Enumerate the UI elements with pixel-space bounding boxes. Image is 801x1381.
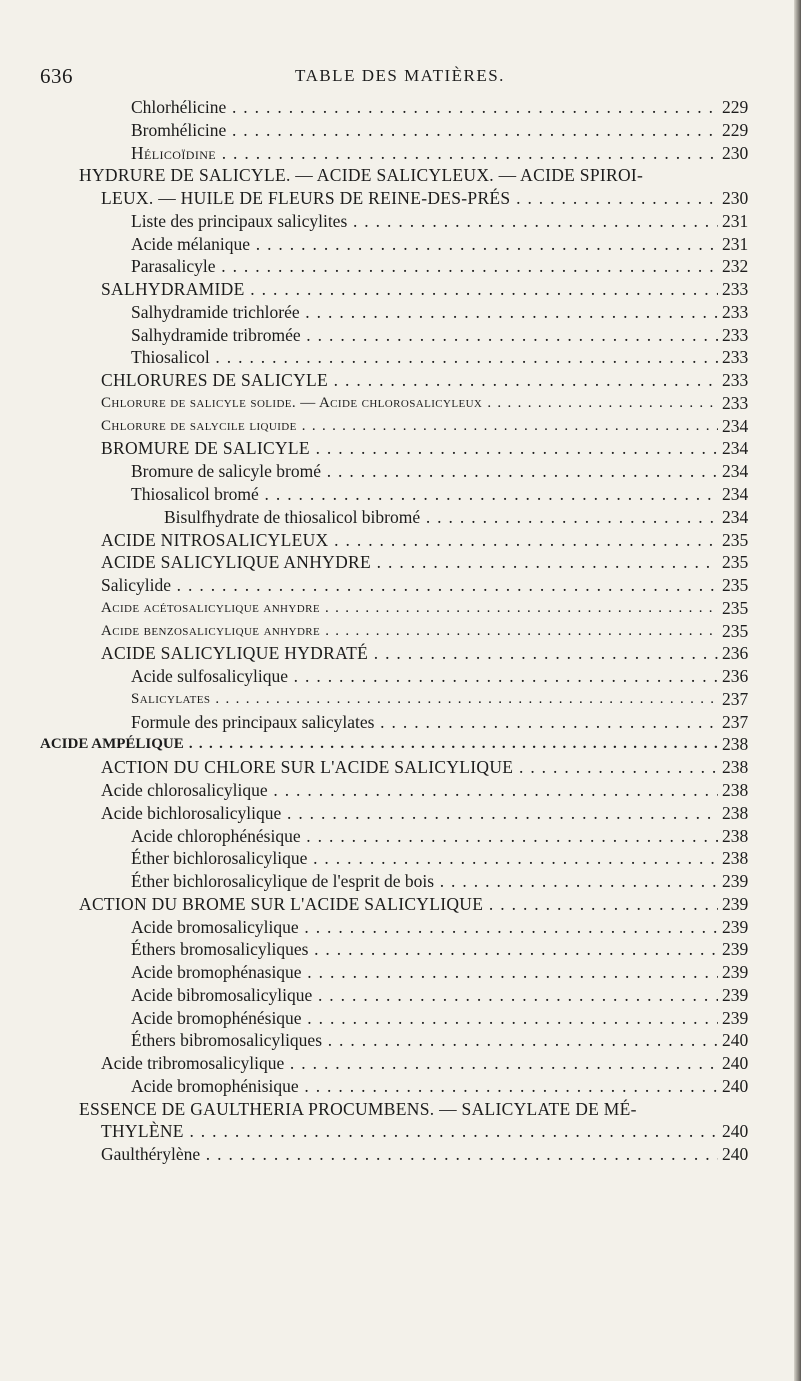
toc-entry-title: Gaulthérylène . . .: [101, 1143, 718, 1166]
toc-entry-page: 235: [718, 574, 766, 597]
toc-entry-page: 236: [718, 665, 766, 688]
toc-entry-title: Acide chlorophénésique . . .: [131, 825, 718, 848]
toc-entry-title: Formule des principaux salicylates . . .: [131, 711, 718, 734]
toc-entry-page: 231: [718, 233, 766, 256]
toc-entry-title: HYDRURE DE SALICYLE. — ACIDE SALICYLEUX. — ACIDE SPIROI-: [79, 165, 644, 186]
page-header: [40, 64, 760, 88]
toc-entry-page: 240: [718, 1052, 766, 1075]
toc-entry: [0, 506, 801, 529]
toc-entry-title: Chlorure de salycile liquide . . .: [101, 415, 718, 438]
toc-entry-title: ACTION DU BROME SUR L'ACIDE SALICYLIQUE . . .: [79, 893, 718, 916]
toc-entry-title: Éther bichlorosalicylique de l'esprit de bois . . .: [131, 870, 718, 893]
toc-entry-page: 240: [718, 1120, 766, 1143]
toc-entry-title: Salhydramide trichlorée . . .: [131, 301, 718, 324]
toc-entry-title: Acide sulfosalicylique . . .: [131, 665, 718, 688]
toc-entry-title: Acide chlorosalicylique . . .: [101, 779, 718, 802]
toc-entry: [0, 756, 801, 779]
toc-entry: [0, 916, 801, 939]
toc-entry: [0, 164, 801, 187]
toc-entry: [0, 870, 801, 893]
toc-entry-title: Acide mélanique . . .: [131, 233, 718, 256]
toc-entry-title: Salhydramide tribromée . . .: [131, 324, 718, 347]
toc-entry-page: 230: [718, 142, 766, 165]
toc-entry-title: ESSENCE DE GAULTHERIA PROCUMBENS. — SALICYLATE DE MÉ-: [79, 1098, 637, 1119]
toc-entry: [0, 642, 801, 665]
toc-entry: [0, 597, 801, 620]
toc-entry: [0, 529, 801, 552]
toc-entry-page: 238: [718, 756, 766, 779]
toc-entry-title: Salicylates . . .: [131, 688, 718, 711]
toc-entry-page: 234: [718, 506, 766, 529]
toc-entry: [0, 301, 801, 324]
toc-entry-title: Acide tribromosalicylique . . .: [101, 1052, 718, 1075]
toc-entry-page: 239: [718, 938, 766, 961]
toc-entry-title: Acide bichlorosalicylique . . .: [101, 802, 718, 825]
toc-entry-page: 233: [718, 369, 766, 392]
toc-entry-page: 238: [718, 779, 766, 802]
toc-entry-page: 239: [718, 1007, 766, 1030]
toc-entry: [0, 893, 801, 916]
toc-entry-title: SALHYDRAMIDE . . .: [101, 278, 718, 301]
toc-entry-page: 235: [718, 551, 766, 574]
toc-entry: [0, 961, 801, 984]
toc-entry-title: ACIDE SALICYLIQUE HYDRATÉ . . .: [101, 642, 718, 665]
toc-entry-page: 231: [718, 210, 766, 233]
toc-entry-title: Acide bromophénésique . . .: [131, 1007, 718, 1030]
toc-entry-title: Thiosalicol . . .: [131, 346, 718, 369]
toc-entry: [0, 847, 801, 870]
toc-entry-page: 237: [718, 688, 766, 711]
toc-entry-page: 235: [718, 597, 766, 620]
toc-entry-title: CHLORURES DE SALICYLE . . .: [101, 369, 718, 392]
toc-entry-title: Hélicoïdine . . .: [131, 142, 718, 165]
page-title: TABLE DES MATIÈRES.: [295, 66, 505, 85]
toc-entry-title: Bromure de salicyle bromé . . .: [131, 460, 718, 483]
toc-entry-title: ACIDE NITROSALICYLEUX . . .: [101, 529, 718, 552]
toc-entry-title: Acide bromophénasique . . .: [131, 961, 718, 984]
toc-entry-page: 238: [718, 733, 766, 756]
toc-entry: [0, 1075, 801, 1098]
toc-entry: [0, 142, 801, 165]
toc-entry: [0, 1052, 801, 1075]
toc-entry-page: 240: [718, 1143, 766, 1166]
toc-entry: [0, 733, 801, 756]
page-number: 636: [40, 64, 73, 88]
toc-entry-title: BROMURE DE SALICYLE . . .: [101, 437, 718, 460]
toc-entry-page: 238: [718, 802, 766, 825]
toc-entry: [0, 688, 801, 711]
toc-entry-page: 229: [718, 96, 766, 119]
toc-entry: [0, 1120, 801, 1143]
toc-entry: [0, 483, 801, 506]
toc-entry-page: 230: [718, 187, 766, 210]
toc-entry-page: 239: [718, 984, 766, 1007]
toc-entry-title: Acide acétosalicylique anhydre . . .: [101, 597, 718, 620]
toc-entry-page: 239: [718, 893, 766, 916]
toc-entry-title: Chlorure de salicyle solide. — Acide chlorosalicyleux . . .: [101, 392, 718, 415]
toc-entry: [0, 1098, 801, 1121]
toc-entry: [0, 1143, 801, 1166]
toc-entry-page: 234: [718, 437, 766, 460]
toc-entry-page: 235: [718, 620, 766, 643]
toc-entry-title: ACIDE SALICYLIQUE ANHYDRE . . .: [101, 551, 718, 574]
toc-entry: [0, 825, 801, 848]
toc-entry-page: 238: [718, 825, 766, 848]
toc-entry-title: Bisulfhydrate de thiosalicol bibromé . . .: [164, 506, 718, 529]
toc-entry: [0, 620, 801, 643]
toc-entry-title: Éther bichlorosalicylique . . .: [131, 847, 718, 870]
toc-entry: [0, 984, 801, 1007]
toc-entry: [0, 96, 801, 119]
toc-entry: [0, 233, 801, 256]
toc-entry: [0, 711, 801, 734]
toc-entry: [0, 551, 801, 574]
toc-entry-page: 232: [718, 255, 766, 278]
toc-entry-page: 239: [718, 916, 766, 939]
toc-entry: [0, 938, 801, 961]
toc-entry-title: Bromhélicine . . .: [131, 119, 718, 142]
toc-entry-title: ACIDE AMPÉLIQUE . . .: [40, 733, 718, 756]
table-of-contents: [0, 96, 801, 1166]
toc-entry-page: 233: [718, 278, 766, 301]
toc-entry-title: Thiosalicol bromé . . .: [131, 483, 718, 506]
toc-entry-page: 233: [718, 346, 766, 369]
toc-entry: [0, 574, 801, 597]
toc-entry-title: ACTION DU CHLORE SUR L'ACIDE SALICYLIQUE . . .: [101, 756, 718, 779]
toc-entry: [0, 392, 801, 415]
toc-entry-page: 236: [718, 642, 766, 665]
toc-entry-page: 233: [718, 301, 766, 324]
toc-entry-title: LEUX. — HUILE DE FLEURS DE REINE-DES-PRÉS . . .: [101, 187, 718, 210]
toc-entry: [0, 210, 801, 233]
toc-entry: [0, 278, 801, 301]
toc-entry: [0, 346, 801, 369]
toc-entry: [0, 324, 801, 347]
toc-entry-page: 238: [718, 847, 766, 870]
toc-entry-title: Chlorhélicine . . .: [131, 96, 718, 119]
toc-entry-page: 234: [718, 415, 766, 438]
toc-entry: [0, 437, 801, 460]
toc-entry-page: 229: [718, 119, 766, 142]
toc-entry-title: THYLÈNE . . .: [101, 1120, 718, 1143]
toc-entry: [0, 1007, 801, 1030]
toc-entry-title: Liste des principaux salicylites . . .: [131, 210, 718, 233]
toc-entry-page: 233: [718, 324, 766, 347]
toc-entry: [0, 415, 801, 438]
toc-entry: [0, 1029, 801, 1052]
toc-entry-title: Salicylide . . .: [101, 574, 718, 597]
toc-entry-page: 240: [718, 1029, 766, 1052]
toc-entry-title: Acide bibromosalicylique . . .: [131, 984, 718, 1007]
toc-entry-page: 239: [718, 870, 766, 893]
toc-entry: [0, 779, 801, 802]
toc-entry-title: Éthers bibromosalicyliques . . .: [131, 1029, 718, 1052]
toc-entry-title: Éthers bromosalicyliques . . .: [131, 938, 718, 961]
toc-entry: [0, 802, 801, 825]
toc-entry: [0, 665, 801, 688]
toc-entry-title: Parasalicyle . . .: [131, 255, 718, 278]
toc-entry-page: 240: [718, 1075, 766, 1098]
toc-entry: [0, 119, 801, 142]
toc-entry-title: Acide bromophénisique . . .: [131, 1075, 718, 1098]
toc-entry-title: Acide benzosalicylique anhydre . . .: [101, 620, 718, 643]
toc-entry-page: 234: [718, 460, 766, 483]
toc-entry-page: 234: [718, 483, 766, 506]
toc-entry-title: Acide bromosalicylique . . .: [131, 916, 718, 939]
toc-entry-page: 235: [718, 529, 766, 552]
toc-entry-page: 239: [718, 961, 766, 984]
toc-entry-page: 237: [718, 711, 766, 734]
toc-entry-page: 233: [718, 392, 766, 415]
toc-entry: [0, 255, 801, 278]
toc-entry: [0, 369, 801, 392]
toc-entry: [0, 187, 801, 210]
toc-entry: [0, 460, 801, 483]
